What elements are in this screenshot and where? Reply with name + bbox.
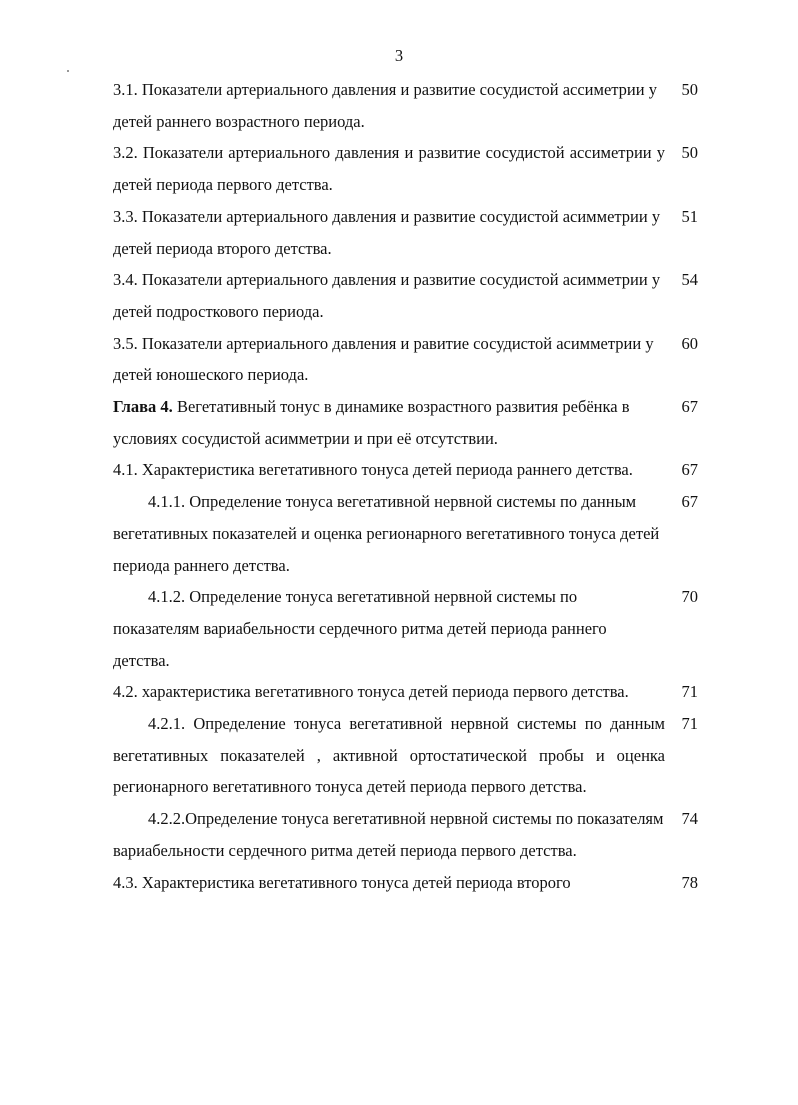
- toc-entry-3-4: [113, 264, 698, 327]
- toc-entry-text: [113, 391, 665, 454]
- toc-entry-text: 4.3. Характеристика вегетативного тонуса детей периода второго: [113, 872, 571, 892]
- toc-entry-4-1-1: [113, 486, 698, 581]
- toc-entry-page: 71: [681, 682, 698, 702]
- toc-entry-4-1: [113, 454, 698, 486]
- toc-entry-page: 50: [681, 143, 698, 163]
- toc-entry-4-2: [113, 676, 698, 708]
- toc-entry-text: 3.5. Показатели артериального давления и равитие сосудистой асимметрии у детей юношеского периода.: [113, 333, 654, 385]
- toc-entry-3-1: [113, 74, 698, 137]
- toc-entry-text: 4.1.1. Определение тонуса вегетативной нервной системы по данным вегетативных показателей и оценка регионарного вегетативного тонуса детей периода раннего детства.: [113, 492, 660, 575]
- toc-entry-page: 67: [681, 492, 698, 512]
- scan-speck: [67, 70, 69, 72]
- toc-entry-text: 4.1.2. Определение тонуса вегетативной нервной системы по показателям вариабельности сердечного ритма детей периода раннего детства.: [113, 587, 607, 670]
- toc-entry-3-2: [113, 137, 698, 200]
- table-of-contents: [113, 74, 698, 898]
- toc-entry-text: 4.2.2.Определение тонуса вегетативной нервной системы по показателям вариабельности сердечного ритма детей периода первого детства.: [113, 809, 664, 860]
- toc-entry-page: 71: [681, 714, 698, 734]
- toc-entry-3-3: [113, 201, 698, 264]
- toc-entry-text: 3.1. Показатели артериального давления и развитие сосудистой ассиметрии у детей раннего возрастного периода.: [113, 80, 657, 131]
- toc-entry-page: 51: [681, 206, 698, 226]
- chapter-title: Вегетативный тонус в динамике возрастного развития ребёнка в условиях сосудистой асимметрии и при её отсутствии.: [113, 397, 630, 448]
- toc-entry-page: 67: [681, 397, 698, 417]
- toc-entry-4-3: [113, 867, 698, 899]
- toc-entry-page: 78: [681, 872, 698, 892]
- toc-entry-page: 60: [681, 333, 698, 353]
- toc-entry-text: 3.4. Показатели артериального давления и развитие сосудистой асимметрии у детей подросткового периода.: [113, 270, 661, 321]
- toc-entry-chapter-4: [113, 391, 698, 454]
- toc-entry-4-2-2: [113, 803, 698, 866]
- toc-entry-page: 50: [681, 80, 698, 99]
- toc-entry-text: 3.2. Показатели артериального давления и развитие сосудистой ассиметрии у детей периода первого детства.: [113, 143, 665, 195]
- toc-entry-3-5: [113, 328, 698, 391]
- toc-entry-text: 4.2.1. Определение тонуса вегетативной нервной системы по данным вегетативных показателей , активной ортостатической пробы и оценка регионарного вегетативного тонуса детей периода первого детства.: [113, 714, 665, 797]
- toc-entry-4-1-2: [113, 581, 698, 676]
- toc-entry-page: 67: [681, 460, 698, 480]
- toc-entry-text: 4.2. характеристика вегетативного тонуса детей периода первого детства.: [113, 682, 629, 702]
- toc-entry-page: 70: [681, 587, 698, 607]
- toc-entry-text: 3.3. Показатели артериального давления и развитие сосудистой асимметрии у детей периода второго детства.: [113, 206, 661, 258]
- chapter-label: Глава 4.: [113, 397, 173, 417]
- toc-entry-text: 4.1. Характеристика вегетативного тонуса детей периода раннего детства.: [113, 460, 633, 480]
- toc-entry-page: 74: [681, 809, 698, 829]
- toc-entry-page: 54: [681, 270, 698, 290]
- toc-entry-4-2-1: [113, 708, 698, 803]
- page-number: 3: [394, 46, 404, 65]
